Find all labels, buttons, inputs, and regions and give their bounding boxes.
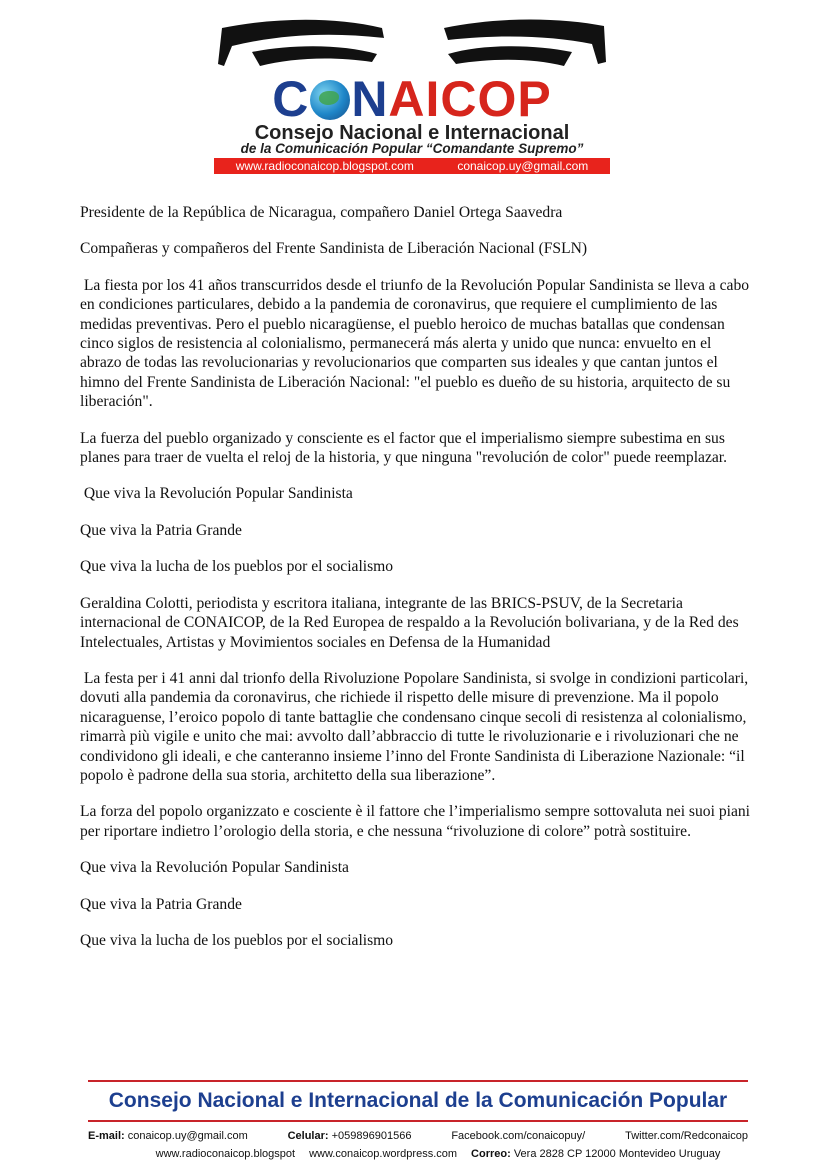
paragraph-es-1: La fiesta por los 41 años transcurridos desde el triunfo de la Revolución Popular Sandinista se lleva a cabo en condiciones particulares, debido a la pandemia de coronavirus, que requiere el cumplimiento de las medidas preventivas. Pero el pueblo nicaragüense, el pueblo heroico de muchas batallas que condensan cinco siglos de resistencia al colonialismo, permanecerá más alerta y unido que nunca: envuelto en el abrazo de todas las revolucionarias y revolucionarios que comparten sus ideales y que cantan juntos el himno del Frente Sandinista de Liberación Nacional: "el pueblo es dueño de su historia, arquitecto de su liberación".: [80, 276, 753, 411]
letter-body: [80, 203, 756, 967]
salutation-fsln: Compañeras y compañeros del Frente Sandinista de Liberación Nacional (FSLN): [80, 240, 588, 258]
footer-email-label: E-mail:: [88, 1130, 125, 1142]
globe-icon: [310, 80, 350, 120]
footer-contact-row: [88, 1130, 748, 1142]
conaicop-logo: [212, 14, 612, 173]
signature-block: Geraldina Colotti, periodista y escritora italiana, integrante de las BRICS-PSUV, de la Secretaria internacional de CONAICOP, de la Red Europea de respaldo a la Revolución bolivariana, y de la Red des Intelectuales, Artistas y Movimientos sociales en Defensa de la Humanidad: [80, 594, 739, 651]
logo-subtitle: Consejo Nacional e Internacional: [254, 122, 570, 144]
logo-email-link[interactable]: conaicop.uy@gmail.com: [457, 159, 589, 173]
footer-phone-value: +059896901566: [331, 1130, 412, 1142]
footer-email-link[interactable]: conaicop.uy@gmail.com: [127, 1130, 248, 1142]
footer-wordpress-link[interactable]: www.conaicop.wordpress.com: [309, 1148, 458, 1160]
footer-title: Consejo Nacional e Internacional de la Comunicación Popular: [108, 1089, 728, 1112]
footer-mail-address: Vera 2828 CP 12000 Montevideo Uruguay: [513, 1148, 721, 1160]
slogan-es-2: Que viva la Patria Grande: [80, 521, 242, 539]
brand-n: N: [351, 71, 389, 127]
footer-twitter-link[interactable]: Twitter.com/Redconaicop: [625, 1130, 748, 1142]
salutation-president: Presidente de la República de Nicaragua, compañero Daniel Ortega Saavedra: [80, 204, 563, 221]
footer-blog-link[interactable]: www.radioconaicop.blogspot: [155, 1148, 296, 1160]
footer-address-row: [88, 1148, 748, 1160]
footer-mail: [471, 1148, 720, 1160]
footer-email: [88, 1130, 248, 1142]
footer-phone: [288, 1130, 412, 1142]
slogan-it-1: Que viva la Revolución Popular Sandinista: [80, 859, 349, 877]
paragraph-it-1: La festa per i 41 anni dal trionfo della Rivoluzione Popolare Sandinista, si svolge in condizioni particolari, dovuti alla pandemia da coronavirus, che richiede il rispetto delle misure di prevenzione. Ma il popolo nicaraguense, l’eroico popolo di tante battaglie che condensano cinque secoli di resistenza al colonialismo, rimarrà più vigile e unito che mai: avvolto dall’abbraccio di tutte le rivoluzionarie e i rivoluzionari che ne condividono gli ideali, e che canteranno insieme l’inno del Fronte Sandinista di Liberazione Nazionale: “il popolo è padrone della sua storia, architetto della sua liberazione”.: [80, 669, 753, 784]
logo-tagline: de la Comunicación Popular “Comandante Supremo”: [240, 141, 584, 156]
slogan-es-1: Que viva la Revolución Popular Sandinista: [80, 485, 353, 503]
logo-blog-link[interactable]: www.radioconaicop.blogspot.com: [235, 159, 414, 173]
footer-bottom-rule: [88, 1120, 748, 1122]
brand-aicop: AICOP: [388, 71, 552, 127]
slogan-it-3: Que viva la lucha de los pueblos por el socialismo: [80, 931, 394, 949]
brand-wordmark: [212, 72, 612, 126]
footer-mail-label: Correo:: [471, 1148, 511, 1160]
slogan-es-3: Que viva la lucha de los pueblos por el socialismo: [80, 558, 394, 576]
footer-phone-label: Celular:: [287, 1130, 329, 1142]
paragraph-es-2: La fuerza del pueblo organizado y consciente es el factor que el imperialismo siempre subestima en sus planes para traer de vuelta el reloj de la historia, y que ninguna "revolución de color" puede reemplazar.: [80, 429, 728, 467]
slogan-it-2: Que viva la Patria Grande: [80, 895, 242, 913]
paragraph-it-2: La forza del popolo organizzato e cosciente è il fattore che l’imperialismo sempre sottovaluta nei suoi piani per riportare indietro l’orologio della storia, e che nessuna “rivoluzione di colore” potrà sostituire.: [80, 803, 751, 840]
footer-facebook-link[interactable]: Facebook.com/conaicopuy/: [451, 1130, 586, 1142]
logo-contact-bar: [214, 158, 610, 174]
footer-top-rule: [88, 1080, 748, 1082]
brand-c: C: [272, 71, 310, 127]
page-footer: [88, 1080, 748, 1160]
